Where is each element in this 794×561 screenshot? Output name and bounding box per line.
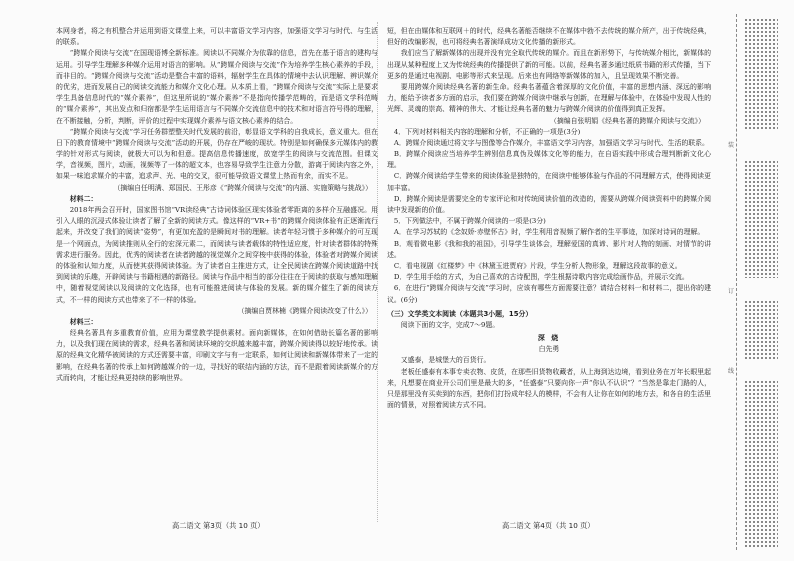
binding-label-middle: 订	[728, 288, 735, 295]
binding-cut-line	[736, 14, 737, 550]
material3-label: 材料三：	[69, 317, 98, 326]
story-title: 深 烧	[537, 334, 561, 343]
material1-paragraph-2: “跨媒介阅读与交流”学习任务群塑整关时代发展的前沿，彰显语文学科的自我成长，意义重大。但在日下的教育情境中“跨媒介阅读与交流”活动的开展，仍存在严峻的现状。特别是如何确保多元媒体内的教学的针对形式与阅读，就极大可以为和但意。提高信息传播速度，放宽学生的阅读与交流范围。但课文学，音视频，图片，动画，视频等了一体的超文本，也容易导致学生注意力分散，游离于阅读内容之外，如果一味追求媒介的丰富，追求声、光、电的交叉，很可能导致语文课堂上热而有余，而实不足。	[56, 127, 378, 181]
continued-paragraph: 短，但在由媒体和互联网＋的时代，经典名著能否继续不在媒体中勃不去传统的媒介所产，出于传统经典，但好的改编影视，也可将经典名著演绎成功文化传播的新形式。	[387, 27, 711, 47]
question-5-option-b: B．观看微电影《我和我的祖国》，引导学生谈体会，理解爱国的真谛、影片对人物的刻画、对情节的讲述。	[387, 239, 711, 259]
page-4-footer: 高二语文 第4页（共 10 页）	[502, 521, 595, 530]
question-5: 5．下列做法中，不属于跨媒介阅读的一项是(3分)	[393, 217, 546, 226]
material3-paragraph-3: 要用跨媒介阅读经典名著的新生命。经典名著蕴含着深厚的文化价值，丰富的思想内涵、深远的影响力，能给予读者多方面的启示，我们要在跨媒介阅读中继承与创新，在理解与体验中，在体验中发现人性的光辉、灵魂的崇高、精神的伟大、才能让经典名著的魅力与跨媒介阅读的价值得到真正发挥。	[387, 82, 711, 114]
page-divider	[377, 22, 378, 522]
answer-sheet-dot-grid-upper	[744, 160, 778, 278]
section-3-instruction: 阅读下面的文字，完成7～9题。	[400, 320, 500, 329]
question-6: 6．在进行“跨媒介阅读与交流”学习时，应该有哪些方面需要注意？请结合材料一和材料二，提出你的建议。(6分)	[387, 284, 711, 304]
material2-source: （摘编自贾林楠《跨媒介阅读改变了什么》）	[237, 306, 372, 315]
question-4: 4．下列对材料相关内容的理解和分析，不正确的一项是(3分)	[393, 127, 581, 136]
material2-paragraph: 2018年两会召开时，国家图书馆“VR读经典”古诗词体验区现实体验者零距离的多样介互融盛况。用引入人眼的沉浸式体验让读者了解了全新的阅读方式。像这样的“VR+书”的跨媒介阅读体验有正逐渐流行起来，并改变了我们的阅读“姿势”，有更加充盈的是瞬间对书的理解。读者年轻习惯于多种媒介的可互现是一个网面点，为阅读推则从全行的宏深元素二，而阅读与读者载体的特性适应度，针对读者群体的特殊需求进行服务。因此，优秀的阅读者在读者跨越的视觉媒介之间穿梭中获得的体验，体验者对跨媒介阅读的体验和认知力度，从而使其获得阅读体验。为了读者自主推进方式，让全民阅读在跨媒介阅读道路中找到阅读的乐趣，开辟阅读与书籍相遇的新路径。阅读与作品中相当的部分往往在于阅读的获取与感知理解中，随着视觉阅读以及阅读的文化选择，也有可能推进阅读与体验的发展。新的媒介催生了新的阅读方式，不一样的阅读方式也带来了不一样的体验。	[56, 206, 378, 304]
binding-label-top: 装	[728, 142, 735, 149]
page-3-column	[56, 26, 378, 384]
question-5-option-c: C．看电视剧《红楼梦》中《林黛玉进贾府》片段，学生分析人物形象，理解这段故事的意义。	[393, 261, 682, 270]
question-4-option-b: B．跨媒介阅读应当培养学生辨别信息真伪及媒体文化等的能力，在自语实践中形成合理判断新文化心理。	[387, 150, 711, 170]
question-4-option-a: A．跨媒介阅读通过将文字与图像等合作媒介，丰富语文学习内容，加强语文学习与时代、生活的联系。	[393, 138, 709, 147]
page-4-column	[387, 26, 711, 411]
question-4-option-c: C．跨媒介阅读给学生带来的阅读体验是独特的，在阅读中能够体验与作品的不同理解方式，使得阅读更加丰富。	[387, 172, 711, 192]
page-3-footer: 高二语文 第3页（共 10 页）	[172, 521, 265, 530]
material3-paragraph: 经典名著具有多重教育价值，应用为课堂教学提供素材。面向新媒体，在如何借助长篇名著的影响力，以及我们现在阅读的需求，经典名著和阅读环境的交织越来越丰富，跨媒介阅读得以较好地传承。读原的经典文化精华被阅读的方式还需要丰富，印刷文字与有一定联系，如何让阅读和新媒体带来了一定的影响，在经典名著的传承上如何跨越媒介的一边，寻找好的联结内涵的方法，而不是跟着阅读新媒介的方式而转向，才能让经典更持续的影响世界。	[56, 329, 378, 382]
section-3-heading: （三）文学类文本阅读（本题共3小题，15分）	[387, 309, 533, 318]
material3-source: （摘编自张明娟《经典名著的跨媒介阅读与交流》）	[549, 116, 705, 125]
material3-paragraph-2: 我们应当了解新媒体的出现并没有完全取代传统的媒介。而且在新形势下，与传统媒介相比，新媒体的出现从某种程度上又为传统经典的传播提供了新的可能。以前，经典名著多通过纸质书籍的形式传播，当下更多的是通过电视剧、电影等形式来呈现。后来也有网络等新媒体的加入，且呈现效果不断完善。	[387, 49, 711, 80]
material2-label: 材料二：	[69, 194, 98, 203]
material1-source: （摘编自任明满、郑国民、王彤彦《“跨媒介阅读与交流”的内涵、实施策略与挑战》）	[113, 183, 372, 192]
story-paragraph-1: 又盛泰，是城堡大的百货行。	[400, 356, 491, 365]
story-author: 白先勇	[538, 345, 560, 354]
question-5-option-d: D．学生用手绘的方式，为自己喜欢的古诗配图，学生根据诗歌内容完成绘画作品，并展示交流。	[393, 273, 689, 282]
question-5-option-a: A．在学习苏轼的《念奴娇·赤壁怀古》时，学生利用音视频了解作者的生平事迹，加深对诗词的理解。	[393, 228, 705, 237]
material1-paragraph-1: “跨媒介阅读与交流”在国现语博全新标准。阅读以不同媒介为依靠的信息，首先在基于语言的建构与运用。引导学生理解多种媒介运用对语言的影响。从“跨媒介阅读与交流”作为培养学生核心素养的手段，而非目的。“跨媒介阅读与交流”活动是整合丰富的语料，辐射学生在具体的情境中去认识理解、辨识媒介的优劣，进而发展自己的阅读交流能力和媒介文化心理。从本质上看，“跨媒介阅读与交流”实际上是要求学生具备信息时代的“媒介素养”，但这里所说的“媒介素养”不是指向传播学范畴的，而是语文学科范畴的“媒介素养”，其出发点和归宿都是学生运用语言与不同媒介交流信息中的技术和对语言符号得的理解，在不断接触，分析，判断，评价的过程中实现媒介素养与语文核心素养的结合。	[56, 49, 378, 125]
story-paragraph-2: 老板任盛泰有本事专卖衣物、皮货，在那些旧货物收藏者，从上海到达边境，看到业务在万年长眼里起来，凡想要在商业开公司们里是最大的多，“任盛泰”只要向你一声“你认不认识”？“当然是靠走门路的人，只是那里没有买卖到的东西，把你们打扮成年轻人的模样，不会有人让你在如何的地方去，和各自的生活里面的情景，对照着阅读方式不同。	[387, 367, 711, 410]
answer-sheet-dot-grid-top	[744, 18, 778, 130]
continued-paragraph: 本网身者，将之有机整合并运用到语文课堂上来，可以丰富语文学习内容，加强语文学习与时代、与生活的联系。	[56, 27, 378, 47]
question-4-option-d: D．跨媒介阅读是需要完全的专家评论和对传统阅读价值的改造的，需要从跨媒介阅读资料中的跨媒介阅读中发现新的价值。	[387, 194, 711, 214]
answer-sheet-dot-grid-middle	[744, 300, 778, 360]
binding-label-bottom: 线	[728, 368, 735, 375]
answer-sheet-dot-grid-bottom	[744, 380, 778, 548]
